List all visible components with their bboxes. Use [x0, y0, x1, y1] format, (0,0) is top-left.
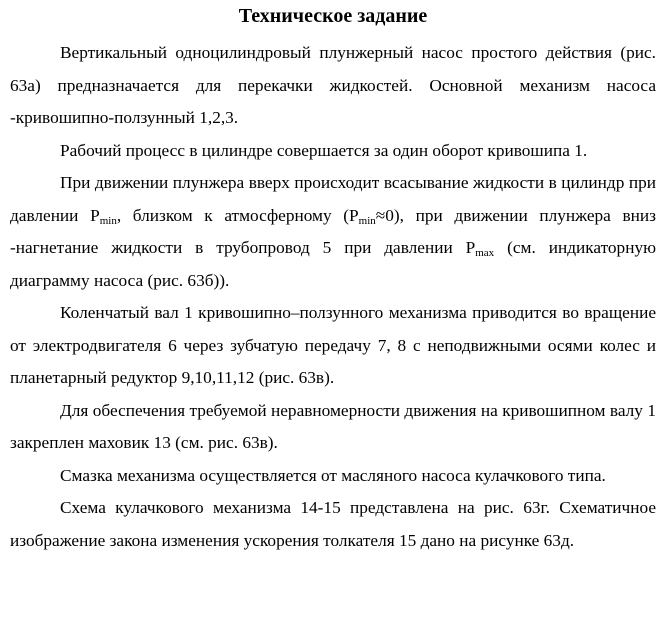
paragraph-crankshaft-drive: Коленчатый вал 1 кривошипно–ползунного механизма приводится во вращение от электродвигателя 6 через зубчатую передачу 7, 8 с неподвижными осями колес и планетарный редуктор 9,10,11,12 (рис. 63в).: [10, 303, 656, 387]
paragraph-cam-mechanism: Схема кулачкового механизма 14-15 представлена на рис. 63г. Схематичное изображение закона изменения ускорения толкателя 15 дано на рисунке 63д.: [10, 498, 656, 550]
paragraph-flywheel: Для обеспечения требуемой неравномерности движения на кривошипном валу 1 закреплен маховик 13 (см. рис. 63в).: [10, 400, 656, 452]
text-fragment: При движении плунжера вверх происходит всасывание жидкости в цилиндр при давлении P: [10, 173, 656, 225]
paragraph-plunger-motion: [10, 167, 656, 297]
text-fragment: ≈0), при движении плунжера вниз -нагнетание жидкости в трубопровод 5 при давлении P: [10, 205, 656, 257]
subscript-max: max: [475, 247, 495, 259]
paragraph-working-cycle: Рабочий процесс в цилиндре совершается за один оборот кривошипа 1.: [60, 140, 588, 160]
text-fragment: , близком к атмосферному (P: [116, 205, 359, 225]
paragraph-lubrication: Смазка механизма осуществляется от масляного насоса кулачкового типа.: [60, 465, 606, 485]
paragraph-pump-description: Вертикальный одноцилиндровый плунжерный насос простого действия (рис. 63а) предназначается для перекачки жидкостей. Основной механизм насоса -кривошипно-ползунный 1,2,3.: [10, 43, 656, 127]
subscript-min: min: [99, 214, 117, 227]
document-title: Техническое задание: [238, 5, 428, 27]
text-fragment: (см. индикаторную диаграмму насоса (рис. 63б)).: [10, 238, 656, 290]
subscript-min: min: [358, 214, 376, 227]
